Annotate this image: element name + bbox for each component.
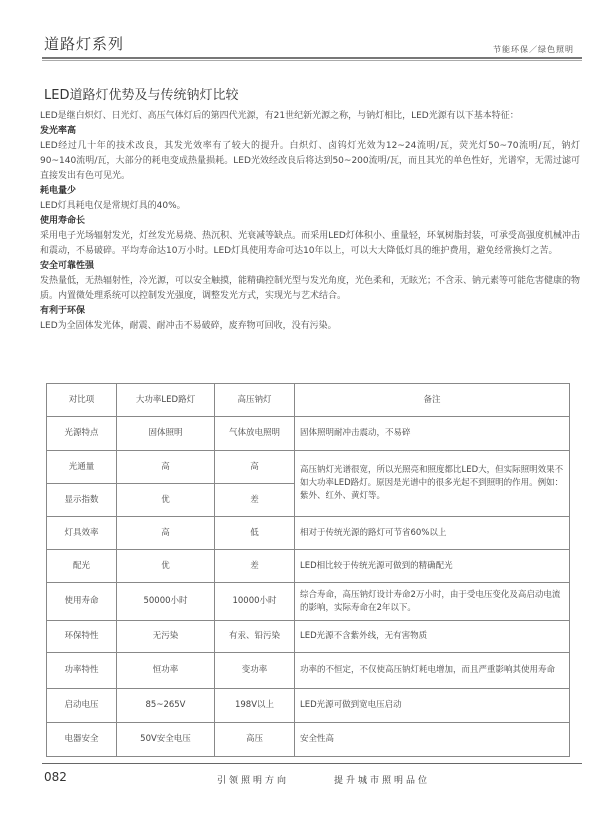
table-cell-sodium: 10000小时 <box>215 583 295 621</box>
footer-slogan-left: 引领照明方向 <box>217 776 290 786</box>
article-body <box>40 109 580 334</box>
table-cell-item: 光通量 <box>47 451 117 484</box>
intro-paragraph: LED是继白炽灯、日光灯、高压气体灯后的第四代光源，有21世纪新光源之称，与钠灯相比，LED光源有以下基本特征： <box>40 111 519 121</box>
table-cell-sodium: 变功率 <box>215 653 295 689</box>
table-cell-note: LED相比较于传统光源可做到的精确配光 <box>295 550 570 583</box>
table-cell-led: 优 <box>117 484 215 517</box>
table-cell-led: 无污染 <box>117 621 215 653</box>
section-body: 发热量低，无热辐射性，冷光源，可以安全触摸，能精确控制光型与发光角度，光色柔和，无眩光；不含汞、钠元素等可能危害健康的物质。内置微处理系统可以控制发光强度，调整发光方式，实现光与艺术结合。 <box>40 276 581 301</box>
table-cell-item: 显示指数 <box>47 484 117 517</box>
table-cell-led: 50000小时 <box>117 583 215 621</box>
table-row <box>47 517 570 550</box>
table-cell-led: 优 <box>117 550 215 583</box>
column-header: 大功率LED路灯 <box>117 384 215 417</box>
comparison-table <box>46 383 570 757</box>
table-cell-merged-note: 高压钠灯光谱很宽，所以光照亮和照度都比LED大，但实际照明效果不如大功率LED路灯。原因是光谱中的很多光起不到照明的作用。例如：紫外、红外、黄灯等。 <box>295 451 570 517</box>
series-title: 道路灯系列 <box>44 35 125 53</box>
table-cell-led: 85~265V <box>117 689 215 723</box>
table-cell-note: 固体照明耐冲击震动，不易碎 <box>295 417 570 451</box>
section-body: 采用电子光场辐射发光，灯丝发光易烧、热沉积、光衰减等缺点。而采用LED灯体积小、重量轻，环氧树脂封装，可承受高强度机械冲击和震动，不易破碎。平均寿命达10万小时。LED灯具使用寿命可达10年以上，可以大大降低灯具的维护费用，避免经常换灯之苦。 <box>40 231 580 256</box>
section-heading: 使用寿命长 <box>40 216 86 226</box>
section-heading: 耗电量少 <box>40 186 77 196</box>
table-row <box>47 653 570 689</box>
column-header: 备注 <box>295 384 570 417</box>
table-cell-sodium: 气体放电照明 <box>215 417 295 451</box>
table-cell-sodium: 高压 <box>215 723 295 757</box>
section-heading: 有利于环保 <box>40 306 86 316</box>
tagline: 节能环保／绿色照明 <box>493 45 574 54</box>
table-cell-note: 综合寿命，高压钠灯设计寿命2万小时，由于受电压变化及高启动电流的影响，实际寿命在2年以下。 <box>295 583 570 621</box>
article-title: LED道路灯优势及与传统钠灯比较 <box>44 88 239 103</box>
table-row <box>47 550 570 583</box>
table-cell-led: 固体照明 <box>117 417 215 451</box>
table-cell-item: 配光 <box>47 550 117 583</box>
table-cell-item: 灯具效率 <box>47 517 117 550</box>
section-heading: 安全可靠性强 <box>40 261 95 271</box>
table-cell-item: 环保特性 <box>47 621 117 653</box>
table-row <box>47 723 570 757</box>
page-number: 082 <box>44 770 67 784</box>
table-cell-note: LED光源不含紫外线，无有害物质 <box>295 621 570 653</box>
table-row <box>47 621 570 653</box>
table-cell-item: 功率特性 <box>47 653 117 689</box>
table-cell-led: 高 <box>117 517 215 550</box>
table-cell-led: 高 <box>117 451 215 484</box>
table-cell-sodium: 差 <box>215 484 295 517</box>
table-cell-note: 功率的不恒定，不仅使高压钠灯耗电增加，而且严重影响其使用寿命 <box>295 653 570 689</box>
table-cell-sodium: 198V以上 <box>215 689 295 723</box>
table-cell-note: 相对于传统光源的路灯可节省60%以上 <box>295 517 570 550</box>
header-divider <box>42 57 582 59</box>
table-cell-sodium: 有汞、铅污染 <box>215 621 295 653</box>
table-row <box>47 583 570 621</box>
table-header-row <box>47 384 570 417</box>
section-body: LED为全固体发光体，耐震、耐冲击不易破碎，废弃物可回收，没有污染。 <box>40 321 337 331</box>
footer-divider <box>42 763 582 764</box>
section-heading: 发光率高 <box>40 126 77 136</box>
table-cell-sodium: 低 <box>215 517 295 550</box>
table-cell-sodium: 高 <box>215 451 295 484</box>
column-header: 高压钠灯 <box>215 384 295 417</box>
table-row <box>47 417 570 451</box>
table-cell-led: 恒功率 <box>117 653 215 689</box>
footer-slogan-right: 提升城市照明品位 <box>334 776 431 786</box>
header-divider-thin <box>42 60 582 61</box>
table-cell-led: 50V安全电压 <box>117 723 215 757</box>
table-cell-item: 光源特点 <box>47 417 117 451</box>
section-body: LED经过几十年的技术改良，其发光效率有了较大的提升。白炽灯、卤钨灯光效为12~24流明/瓦，荧光灯50~70流明/瓦，钠灯90~140流明/瓦，大部分的耗电变成热量损耗。LED光效经改良后将达到50~200流明/瓦，而且其光的单色性好，光谱窄，无需过滤可直接发出有色可见光。 <box>40 141 580 181</box>
table-cell-sodium: 差 <box>215 550 295 583</box>
table-cell-item: 启动电压 <box>47 689 117 723</box>
table-row <box>47 689 570 723</box>
table-cell-item: 电器安全 <box>47 723 117 757</box>
section-body: LED灯具耗电仅是常规灯具的40%。 <box>40 201 186 211</box>
table-cell-note: LED光源可做到宽电压启动 <box>295 689 570 723</box>
table-cell-note: 安全性高 <box>295 723 570 757</box>
table-cell-item: 使用寿命 <box>47 583 117 621</box>
table-row <box>47 451 570 484</box>
column-header: 对比项 <box>47 384 117 417</box>
